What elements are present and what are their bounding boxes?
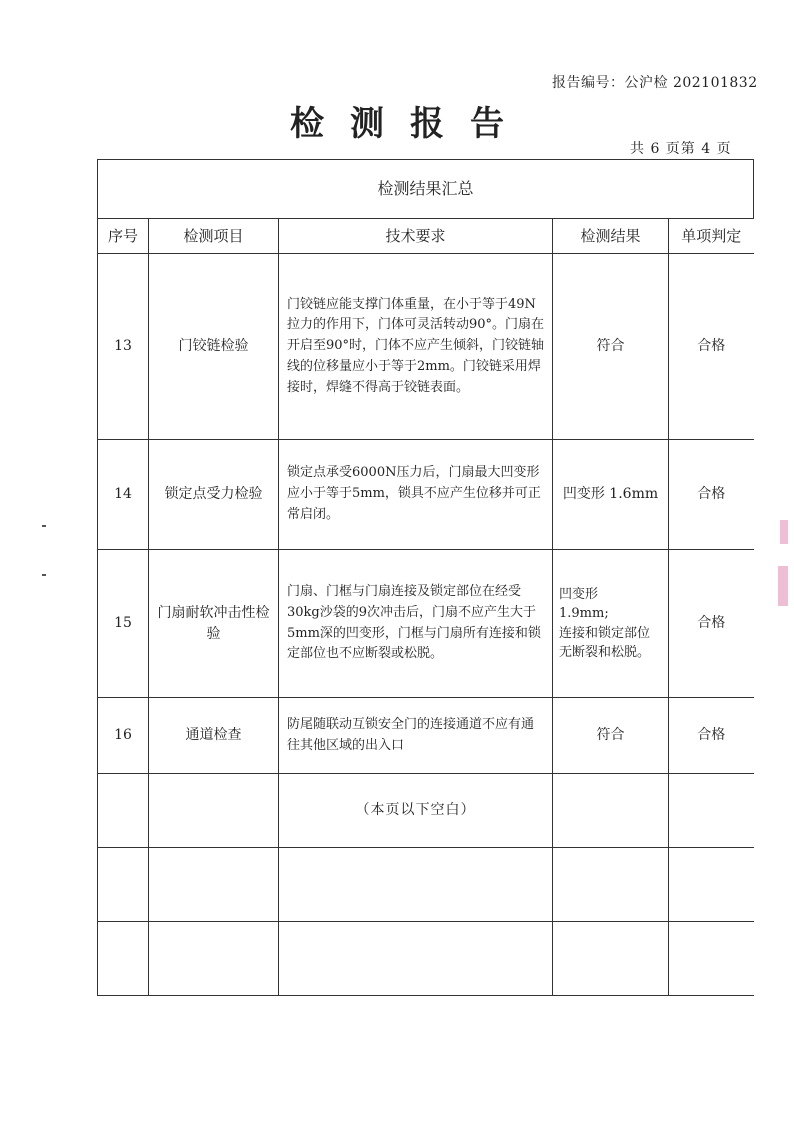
row-number: 14: [98, 440, 149, 550]
row-number: 16: [98, 698, 149, 774]
table-row: [98, 440, 754, 550]
row-number: 15: [98, 550, 149, 698]
results-table-container: [97, 159, 754, 996]
empty-cell: [669, 922, 754, 996]
empty-cell: [553, 848, 669, 922]
empty-cell: [553, 922, 669, 996]
empty-cell: [669, 774, 754, 848]
seal-mark: [778, 566, 788, 606]
table-row: [98, 254, 754, 440]
empty-cell: [279, 848, 553, 922]
row-number: 13: [98, 254, 149, 440]
row-result: 凹变形 1.6mm: [553, 440, 669, 550]
row-requirement: 门铰链应能支撑门体重量，在小于等于49N拉力的作用下，门体可灵活转动90°。门扇在开启至90°时，门体不应产生倾斜，门铰链轴线的位移量应小于等于2mm。门铰链采用焊接时，焊缝不得高于铰链表面。: [279, 254, 553, 440]
column-header-result: 检测结果: [553, 219, 669, 254]
row-result-line: 凹变形: [559, 586, 599, 602]
column-header-verdict: 单项判定: [669, 219, 754, 254]
row-result: [553, 550, 669, 698]
empty-cell: [98, 848, 149, 922]
row-requirement: 门扇、门框与门扇连接及锁定部位在经受30kg沙袋的9次冲击后，门扇不应产生大于5mm深的凹变形，门框与门扇所有连接和锁定部位也不应断裂或松脱。: [279, 550, 553, 698]
table-row-empty: [98, 774, 754, 848]
empty-cell: [553, 774, 669, 848]
table-caption: 检测结果汇总: [98, 160, 754, 219]
row-item: 通道检查: [149, 698, 279, 774]
empty-cell: [149, 774, 279, 848]
document-title: 检测报告: [290, 104, 530, 144]
row-result: 符合: [553, 254, 669, 440]
row-requirement: 锁定点承受6000N压力后，门扇最大凹变形应小于等于5mm，锁具不应产生位移并可正常启闭。: [279, 440, 553, 550]
column-header-no: 序号: [98, 219, 149, 254]
table-row-empty: [98, 848, 754, 922]
report-number: 报告编号：公沪检 202101832: [552, 75, 758, 91]
row-result-line: 连接和锁定部位无断裂和松脱。: [559, 625, 651, 660]
row-item: 门铰链检验: [149, 254, 279, 440]
row-item: 锁定点受力检验: [149, 440, 279, 550]
blank-note: [279, 774, 553, 848]
row-verdict: 合格: [669, 440, 754, 550]
column-header-item: 检测项目: [149, 219, 279, 254]
empty-cell: [279, 922, 553, 996]
empty-cell: [149, 848, 279, 922]
row-verdict: 合格: [669, 254, 754, 440]
empty-cell: [98, 774, 149, 848]
table-header-row: [98, 219, 754, 254]
results-table: [97, 159, 754, 996]
scan-speck: [42, 574, 46, 576]
empty-cell: [669, 848, 754, 922]
row-verdict: 合格: [669, 698, 754, 774]
row-requirement: 防尾随联动互锁安全门的连接通道不应有通往其他区域的出入口: [279, 698, 553, 774]
table-row: [98, 698, 754, 774]
row-result: 符合: [553, 698, 669, 774]
seal-mark: [780, 520, 788, 544]
scan-speck: [42, 525, 46, 527]
empty-cell: [98, 922, 149, 996]
column-header-requirement: 技术要求: [279, 219, 553, 254]
table-row: [98, 550, 754, 698]
row-item: 门扇耐软冲击性检验: [149, 550, 279, 698]
blank-note-text: （本页以下空白）: [355, 802, 476, 818]
page-counter: 共 6 页第 4 页: [630, 141, 732, 157]
table-row-empty: [98, 922, 754, 996]
row-verdict: 合格: [669, 550, 754, 698]
row-result-line: 1.9mm;: [559, 606, 609, 621]
empty-cell: [149, 922, 279, 996]
